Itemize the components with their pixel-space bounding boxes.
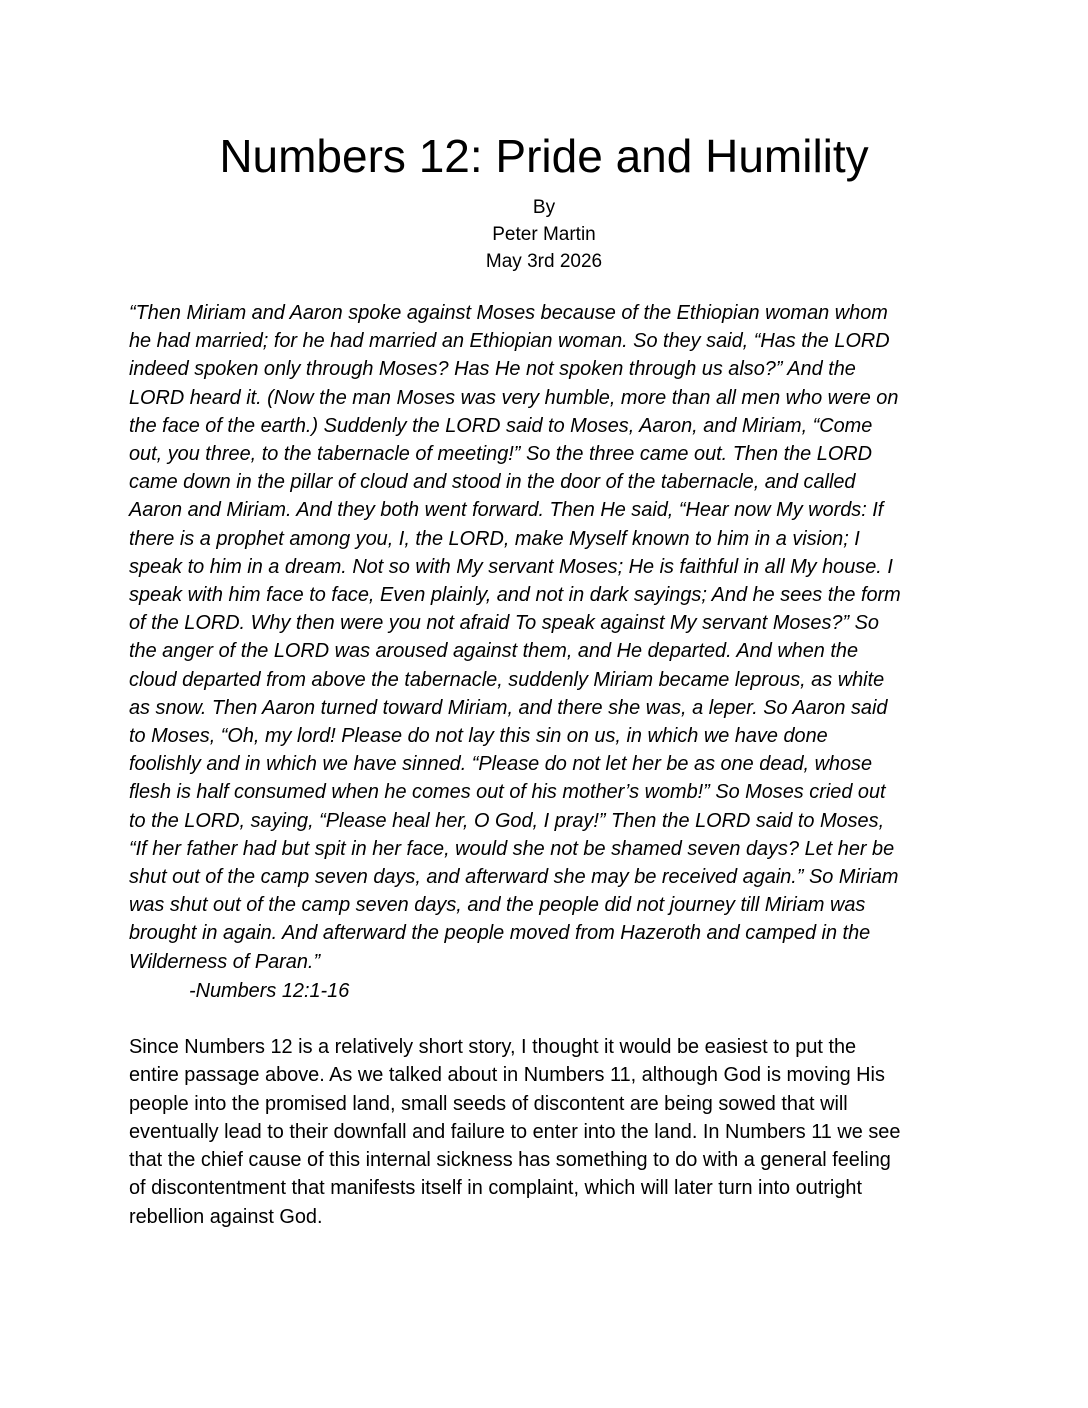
- body-line: Since Numbers 12 is a relatively short story, I thought it would be easiest to put the: [129, 1036, 857, 1058]
- body-line: rebellion against God.: [129, 1205, 323, 1228]
- scripture-line: speak to him in a dream. Not so with My servant Moses; He is faithful in all My house. I: [129, 555, 893, 578]
- author-name: Peter Martin: [492, 224, 596, 245]
- scripture-line: out, you three, to the tabernacle of meeting!” So the three came out. Then the LORD: [129, 443, 873, 466]
- byline-by: By: [532, 197, 556, 218]
- document-date: May 3rd 2026: [485, 251, 603, 272]
- body-line: of discontentment that manifests itself in complaint, which will later turn into outright: [129, 1177, 862, 1200]
- scripture-line: brought in again. And afterward the people moved from Hazeroth and camped in the: [129, 922, 871, 945]
- scripture-quote: [129, 299, 969, 976]
- scripture-line: Wilderness of Paran.”: [129, 950, 321, 973]
- scripture-line: Aaron and Miriam. And they both went forward. Then He said, “Hear now My words: If: [129, 499, 884, 522]
- scripture-line: to the LORD, saying, “Please heal her, O God, I pray!” Then the LORD said to Moses,: [129, 809, 885, 832]
- scripture-line: foolishly and in which we have sinned. “Please do not let her be as one dead, whose: [129, 753, 873, 776]
- scripture-line: flesh is half consumed when he comes out of his mother’s womb!” So Moses cried out: [129, 781, 886, 804]
- scripture-citation: -Numbers 12:1-16: [189, 980, 350, 1002]
- scripture-line: came down in the pillar of cloud and stood in the door of the tabernacle, and called: [129, 471, 856, 494]
- body-line: that the chief cause of this internal sickness has something to do with a general feeling: [129, 1149, 891, 1172]
- scripture-line: he had married; for he had married an Ethiopian woman. So they said, “Has the LORD: [129, 330, 890, 353]
- scripture-line: speak with him face to face, Even plainly, and not in dark sayings; And he sees the form: [129, 584, 901, 607]
- scripture-line: shut out of the camp seven days, and afterward she may be received again.” So Miriam: [129, 866, 899, 889]
- document-title: Numbers 12: Pride and Humility: [219, 130, 869, 182]
- scripture-line: “If her father had but spit in her face, would she not be shamed seven days? Let her be: [129, 837, 895, 860]
- body-line: entire passage above. As we talked about in Numbers 11, although God is moving His: [129, 1064, 885, 1087]
- body-line: people into the promised land, small seeds of discontent are being sowed that will: [129, 1092, 848, 1115]
- scripture-line: of the LORD. Why then were you not afraid To speak against My servant Moses?” So: [129, 612, 879, 635]
- scripture-line: indeed spoken only through Moses? Has He not spoken through us also?” And the: [129, 358, 856, 381]
- scripture-line: there is a prophet among you, I, the LORD, make Myself known to him in a vision; I: [129, 527, 860, 550]
- scripture-line: the anger of the LORD was aroused against them, and He departed. And when the: [129, 640, 859, 663]
- body-paragraph: [129, 1033, 969, 1231]
- scripture-line: as snow. Then Aaron turned toward Miriam, and there she was, a leper. So Aaron said: [129, 696, 888, 719]
- scripture-line: to Moses, “Oh, my lord! Please do not lay this sin on us, in which we have done: [129, 725, 828, 748]
- scripture-line: cloud departed from above the tabernacle, suddenly Miriam became leprous, as white: [129, 668, 885, 691]
- scripture-line: “Then Miriam and Aaron spoke against Moses because of the Ethiopian woman whom: [129, 302, 888, 324]
- body-line: eventually lead to their downfall and failure to enter into the land. In Numbers 11 we see: [129, 1120, 901, 1143]
- scripture-line: the face of the earth.) Suddenly the LORD said to Moses, Aaron, and Miriam, “Come: [129, 414, 873, 437]
- scripture-line: was shut out of the camp seven days, and the people did not journey till Miriam was: [129, 894, 866, 917]
- scripture-line: LORD heard it. (Now the man Moses was very humble, more than all men who were on: [129, 386, 899, 409]
